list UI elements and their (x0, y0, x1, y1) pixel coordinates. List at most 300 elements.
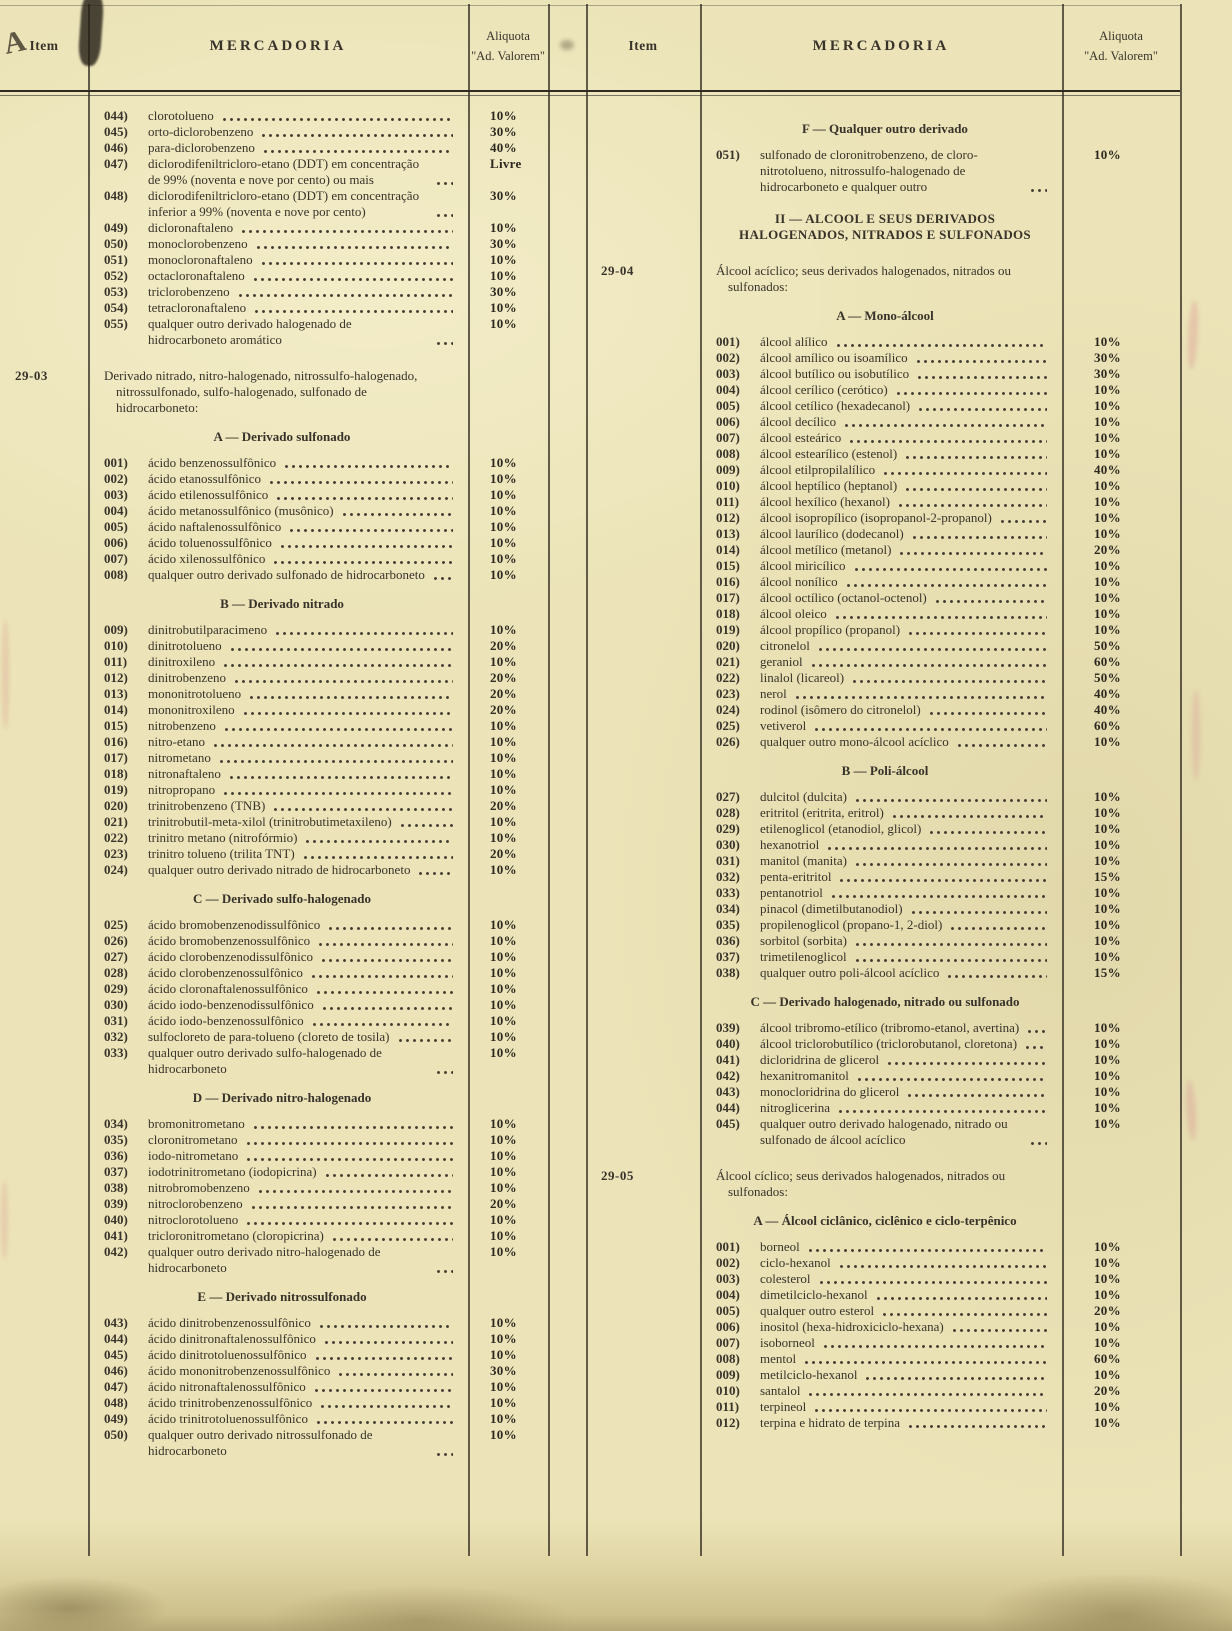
entry-text: A — Mono-álcool (836, 308, 934, 323)
table-row (0, 814, 548, 830)
dot-leader (999, 519, 1047, 524)
dot-leader (323, 1340, 453, 1345)
aliquota-value: Livre (490, 156, 522, 171)
dot-leader (848, 439, 1047, 444)
entry-number: 036) (716, 933, 740, 948)
table-row (0, 220, 548, 236)
table-row (586, 821, 1180, 837)
table-row (586, 1100, 1180, 1116)
dot-leader (327, 926, 453, 931)
table-row (0, 718, 548, 734)
dot-leader (946, 974, 1047, 979)
dot-leader (838, 1264, 1047, 1269)
entry-text: qualquer outro poli-álcool acíclico (760, 965, 940, 980)
aliquota-value: 10% (1094, 917, 1121, 932)
mercadoria-cell (700, 606, 1062, 622)
entry-number: 045) (104, 1347, 128, 1362)
table-row (0, 519, 548, 535)
entry-number: 031) (104, 1013, 128, 1028)
dot-leader (837, 1109, 1047, 1114)
entry-text: A — Álcool ciclânico, ciclênico e ciclo-terpênico (753, 1213, 1017, 1228)
mercadoria-cell (700, 308, 1062, 324)
aliquota-value: 15% (1094, 869, 1121, 884)
table-row (0, 188, 548, 220)
table-row (0, 108, 548, 124)
dot-leader (435, 341, 453, 346)
dot-leader (435, 1070, 453, 1075)
entry-text: sulfocloreto de para-tolueno (cloreto de tosila) (148, 1029, 390, 1044)
mercadoria-cell (700, 994, 1062, 1010)
entry-text: linalol (licareol) (760, 670, 845, 685)
entry-number: 046) (104, 140, 128, 155)
header-rule-thick (0, 90, 1180, 92)
dot-leader (242, 711, 453, 716)
mercadoria-cell (700, 398, 1062, 414)
aliquota-value: 10% (490, 487, 517, 502)
entry-text: ácido clorobenzenossulfônico (148, 965, 303, 980)
mercadoria-cell (700, 446, 1062, 462)
aliquota-value: 10% (490, 830, 517, 845)
entry-text: nitroclorotolueno (148, 1212, 239, 1227)
entry-number: 022) (104, 830, 128, 845)
table-row (586, 366, 1180, 382)
table-row (0, 654, 548, 670)
entry-text: trinitrobutil-meta-xilol (trinitrobutimetaxileno) (148, 814, 392, 829)
table-row (586, 789, 1180, 805)
paper-stain (1192, 690, 1200, 780)
table-row (0, 1029, 548, 1045)
table-row (0, 268, 548, 284)
dot-leader (907, 1424, 1047, 1429)
entry-text: clorotolueno (148, 108, 214, 123)
entry-text: pinacol (dimetilbutanodiol) (760, 901, 903, 916)
mercadoria-cell (88, 1347, 468, 1363)
entry-text: E — Derivado nitrossulfonado (197, 1289, 367, 1304)
entry-number: 003) (716, 1271, 740, 1286)
dot-leader (268, 480, 453, 485)
aliquota-value: 10% (490, 1379, 517, 1394)
dot-leader (283, 464, 453, 469)
entry-text: B — Poli-álcool (841, 763, 929, 778)
entry-number: 042) (104, 1244, 128, 1259)
mercadoria-cell (88, 188, 468, 220)
entry-text: dinitrobutilparacimeno (148, 622, 268, 637)
mercadoria-cell (88, 1244, 468, 1276)
entry-number: 036) (104, 1148, 128, 1163)
mercadoria-cell (700, 1271, 1062, 1287)
section-row (586, 1168, 1180, 1200)
dot-leader (875, 1296, 1047, 1301)
mercadoria-cell (88, 1148, 468, 1164)
dot-leader (272, 560, 453, 565)
table-row (586, 558, 1180, 574)
entry-number: 050) (104, 1427, 128, 1442)
entry-number: 048) (104, 188, 128, 203)
table-row (0, 949, 548, 965)
aliquota-header-line1: Aliquota (1099, 29, 1143, 43)
aliquota-value: 50% (1094, 670, 1121, 685)
table-row (586, 686, 1180, 702)
dot-leader (854, 942, 1047, 947)
aliquota-value: 10% (1094, 334, 1121, 349)
entry-number: 011) (104, 654, 128, 669)
aliquota-value: 10% (1094, 510, 1121, 525)
table-row (586, 654, 1180, 670)
entry-number: 051) (104, 252, 128, 267)
column-header-aliquota (468, 14, 548, 78)
vertical-rule (586, 4, 588, 1556)
table-row (586, 1020, 1180, 1036)
mercadoria-cell (88, 1029, 468, 1045)
aliquota-value: 10% (1094, 147, 1121, 162)
mercadoria-cell (700, 1068, 1062, 1084)
entry-number: 035) (716, 917, 740, 932)
mercadoria-cell (88, 487, 468, 503)
entry-text: álcool tribromo-etílico (tribromo-etanol, avertina) (760, 1020, 1020, 1035)
table-row (0, 1132, 548, 1148)
aliquota-value: 10% (490, 981, 517, 996)
dot-leader (907, 631, 1047, 636)
entry-number: 012) (104, 670, 128, 685)
mercadoria-cell (88, 702, 468, 718)
entry-text: Derivado nitrado, nitro-halogenado, nitrossulfo-halogenado, nitrossulfonado, sulfo-halogenado, sulfonado de hidrocarboneto: (104, 368, 418, 415)
mercadoria-cell (700, 382, 1062, 398)
aliquota-value: 10% (490, 1347, 517, 1362)
entry-number: 043) (104, 1315, 128, 1330)
handwritten-mark: A (0, 24, 29, 61)
mercadoria-cell (88, 1411, 468, 1427)
dot-leader (1026, 1029, 1047, 1034)
entry-number: 033) (716, 885, 740, 900)
aliquota-value: 30% (1094, 366, 1121, 381)
entry-number: 042) (716, 1068, 740, 1083)
table-row (586, 1415, 1180, 1431)
aliquota-value: 10% (490, 455, 517, 470)
table-row (0, 1212, 548, 1228)
table-row (586, 334, 1180, 350)
mercadoria-cell (88, 891, 468, 907)
dot-leader (817, 647, 1047, 652)
table-row (0, 156, 548, 188)
table-row (0, 284, 548, 300)
entry-number: 027) (104, 949, 128, 964)
entry-number: 047) (104, 1379, 128, 1394)
entry-text: ciclo-hexanol (760, 1255, 831, 1270)
item-code-cell: 29-03 (15, 368, 48, 383)
entry-text: álcool heptílico (heptanol) (760, 478, 898, 493)
dot-leader (916, 375, 1047, 380)
entry-text: nitropropano (148, 782, 216, 797)
entry-text: ácido naftalenossulfônico (148, 519, 282, 534)
dot-leader (807, 1392, 1047, 1397)
entry-text: cloronitrometano (148, 1132, 238, 1147)
entry-text: bromonitrometano (148, 1116, 245, 1131)
mercadoria-cell (88, 220, 468, 236)
aliquota-value: 10% (490, 965, 517, 980)
table-row (0, 471, 548, 487)
entry-text: tricloronitrometano (cloropicrina) (148, 1228, 324, 1243)
dot-leader (262, 149, 453, 154)
dot-leader (314, 1356, 453, 1361)
entry-text: ácido dinitrobenzenossulfônico (148, 1315, 311, 1330)
mercadoria-cell (88, 368, 468, 416)
entry-text: ácido nitronaftalenossulfônico (148, 1379, 306, 1394)
dot-leader (830, 894, 1047, 899)
table-row (0, 686, 548, 702)
table-row (586, 1335, 1180, 1351)
table-row (0, 503, 548, 519)
table-row (0, 798, 548, 814)
entry-text: isoborneol (760, 1335, 815, 1350)
dot-leader (245, 1141, 453, 1146)
dot-leader (313, 1388, 453, 1393)
table-row (0, 997, 548, 1013)
entry-text: ácido bromobenzenossulfônico (148, 933, 311, 948)
mercadoria-cell (88, 1427, 468, 1459)
table-row (586, 510, 1180, 526)
entry-number: 001) (716, 1239, 740, 1254)
table-row (586, 622, 1180, 638)
dot-leader (891, 814, 1047, 819)
dot-leader (397, 1038, 454, 1043)
mercadoria-cell (700, 821, 1062, 837)
aliquota-value: 10% (490, 519, 517, 534)
dot-leader (853, 567, 1047, 572)
entry-text: mononitrotolueno (148, 686, 242, 701)
mercadoria-cell (700, 462, 1062, 478)
mercadoria-cell (88, 1379, 468, 1395)
dot-leader (255, 245, 453, 250)
aliquota-value: 30% (1094, 350, 1121, 365)
mercadoria-cell (88, 933, 468, 949)
entry-text: manitol (manita) (760, 853, 848, 868)
mercadoria-cell (700, 885, 1062, 901)
mercadoria-cell (88, 798, 468, 814)
entry-number: 005) (716, 1303, 740, 1318)
entry-text: álcool alílico (760, 334, 828, 349)
aliquota-value: 30% (490, 1363, 517, 1378)
section-row (586, 263, 1180, 295)
mercadoria-cell (700, 1415, 1062, 1431)
entry-number: 040) (104, 1212, 128, 1227)
mercadoria-cell (88, 1212, 468, 1228)
mercadoria-cell (700, 1036, 1062, 1052)
entry-text: qualquer outro esterol (760, 1303, 875, 1318)
dot-leader (882, 471, 1047, 476)
column-header-item: Item (628, 38, 658, 53)
mercadoria-cell (700, 1239, 1062, 1255)
entry-text: penta-eritritol (760, 869, 832, 884)
mercadoria-cell (88, 622, 468, 638)
mercadoria-cell (88, 1132, 468, 1148)
entry-text: álcool etilpropilalílico (760, 462, 876, 477)
mercadoria-cell (88, 965, 468, 981)
aliquota-value: 10% (1094, 1036, 1121, 1051)
vertical-rule (1062, 4, 1064, 1556)
aliquota-value: 60% (1094, 654, 1121, 669)
entry-text: ácido etanossulfônico (148, 471, 261, 486)
aliquota-value: 20% (490, 846, 517, 861)
mercadoria-cell (88, 108, 468, 124)
table-row (586, 837, 1180, 853)
table-row (586, 670, 1180, 686)
mercadoria-cell (88, 917, 468, 933)
vertical-rule (88, 4, 90, 1556)
mercadoria-cell (88, 1196, 468, 1212)
entry-text: ácido bromobenzenodissulfônico (148, 917, 321, 932)
dot-leader (257, 1189, 453, 1194)
entry-text: sorbitol (sorbita) (760, 933, 848, 948)
entry-number: 034) (716, 901, 740, 916)
dot-leader (886, 1061, 1047, 1066)
aliquota-value: 10% (1094, 1255, 1121, 1270)
aliquota-value: 10% (1094, 382, 1121, 397)
aliquota-value: 60% (1094, 718, 1121, 733)
mercadoria-cell (88, 997, 468, 1013)
entry-number: 044) (104, 1331, 128, 1346)
group-row (0, 596, 548, 612)
entry-text: qualquer outro derivado halogenado de hidrocarboneto aromático (148, 316, 352, 347)
entry-number: 019) (104, 782, 128, 797)
aliquota-value: 10% (1094, 789, 1121, 804)
table-row (0, 846, 548, 862)
dot-leader (222, 663, 453, 668)
dot-leader (252, 1125, 453, 1130)
aliquota-value: 10% (1094, 622, 1121, 637)
entry-number: 023) (716, 686, 740, 701)
dot-leader (928, 830, 1047, 835)
aliquota-value: 20% (1094, 542, 1121, 557)
table-row (0, 252, 548, 268)
aliquota-value: 10% (1094, 1367, 1121, 1382)
entry-text: hexanotriol (760, 837, 820, 852)
entry-text: ácido iodo-benzenodissulfônico (148, 997, 314, 1012)
entry-number: 026) (716, 734, 740, 749)
mercadoria-cell (88, 638, 468, 654)
table-row (0, 638, 548, 654)
mercadoria-cell (88, 252, 468, 268)
table-row (586, 1036, 1180, 1052)
entry-text: ácido trinitrotoluenossulfônico (148, 1411, 308, 1426)
table-row (0, 1347, 548, 1363)
entry-text: trinitrobenzeno (TNB) (148, 798, 266, 813)
entry-number: 027) (716, 789, 740, 804)
mercadoria-cell (700, 1116, 1062, 1148)
mercadoria-cell (88, 596, 468, 612)
column-header-mercadoria: MERCADORIA (812, 37, 950, 54)
table-row (0, 316, 548, 348)
aliquota-value: 20% (1094, 1383, 1121, 1398)
entry-number: 016) (716, 574, 740, 589)
mercadoria-cell (700, 1335, 1062, 1351)
entry-text: álcool propílico (propanol) (760, 622, 901, 637)
dot-leader (895, 391, 1047, 396)
aliquota-value: 20% (490, 638, 517, 653)
table-row (586, 606, 1180, 622)
mercadoria-cell (700, 1020, 1062, 1036)
entry-number: 037) (104, 1164, 128, 1179)
dot-leader (310, 974, 453, 979)
table-row (586, 446, 1180, 462)
entry-number: 021) (716, 654, 740, 669)
aliquota-value: 10% (1094, 590, 1121, 605)
dot-leader (229, 647, 453, 652)
table-row (0, 1363, 548, 1379)
table-row (0, 1148, 548, 1164)
table-row (586, 638, 1180, 654)
aliquota-value: 20% (490, 670, 517, 685)
dot-leader (834, 615, 1047, 620)
aliquota-value: 20% (490, 686, 517, 701)
dot-leader (794, 695, 1047, 700)
entry-text: diclorodifeniltricloro-etano (DDT) em concentração de 99% (noventa e nove por cento) ou mais (148, 156, 420, 187)
entry-text: álcool octílico (octanol-octenol) (760, 590, 927, 605)
aliquota-header-line2: "Ad. Valorem" (471, 49, 545, 63)
table-row (0, 750, 548, 766)
entry-number: 024) (716, 702, 740, 717)
entry-number: 026) (104, 933, 128, 948)
entry-text: terpina e hidrato de terpina (760, 1415, 901, 1430)
aliquota-value: 10% (490, 252, 517, 267)
item-code-cell: 29-05 (601, 1168, 634, 1183)
entry-number: 049) (104, 220, 128, 235)
table-row (0, 1196, 548, 1212)
dot-leader (212, 743, 453, 748)
entry-number: 044) (716, 1100, 740, 1115)
dot-leader (822, 1344, 1047, 1349)
mercadoria-cell (88, 1180, 468, 1196)
table-row (586, 805, 1180, 821)
entry-number: 009) (104, 622, 128, 637)
entry-number: 015) (716, 558, 740, 573)
entry-number: 038) (104, 1180, 128, 1195)
mercadoria-cell (700, 211, 1062, 243)
dot-leader (260, 133, 453, 138)
dot-leader (856, 1077, 1047, 1082)
dot-leader (288, 528, 453, 533)
entry-number: 003) (716, 366, 740, 381)
entry-number: 001) (716, 334, 740, 349)
mercadoria-cell (88, 1363, 468, 1379)
entry-number: 012) (716, 1415, 740, 1430)
table-row (0, 1395, 548, 1411)
aliquota-value: 20% (490, 1196, 517, 1211)
mercadoria-cell (700, 933, 1062, 949)
entry-text: qualquer outro derivado halogenado, nitrado ou sulfonado de álcool acíclico (760, 1116, 1008, 1147)
mercadoria-cell (88, 268, 468, 284)
entry-number: 006) (104, 535, 128, 550)
table-row (586, 1116, 1180, 1148)
entry-text: II — ALCOOL E SEUS DERIVADOS HALOGENADOS, NITRADOS E SULFONADOS (739, 211, 1031, 242)
dot-leader (311, 1022, 453, 1027)
table-row (0, 1244, 548, 1276)
table-row (586, 949, 1180, 965)
table-row (0, 551, 548, 567)
dot-leader (435, 213, 453, 218)
entry-text: qualquer outro derivado nitrado de hidrocarboneto (148, 862, 411, 877)
entry-number: 020) (716, 638, 740, 653)
aliquota-value: 10% (1094, 446, 1121, 461)
entry-number: 016) (104, 734, 128, 749)
entry-text: dulcitol (dulcita) (760, 789, 848, 804)
mercadoria-cell (700, 1100, 1062, 1116)
mercadoria-cell (88, 1228, 468, 1244)
aliquota-value: 10% (490, 1148, 517, 1163)
header-rule-thin (0, 95, 1180, 96)
table-row (0, 1013, 548, 1029)
entry-text: álcool isopropílico (isopropanol-2-propanol) (760, 510, 992, 525)
aliquota-value: 10% (490, 997, 517, 1012)
